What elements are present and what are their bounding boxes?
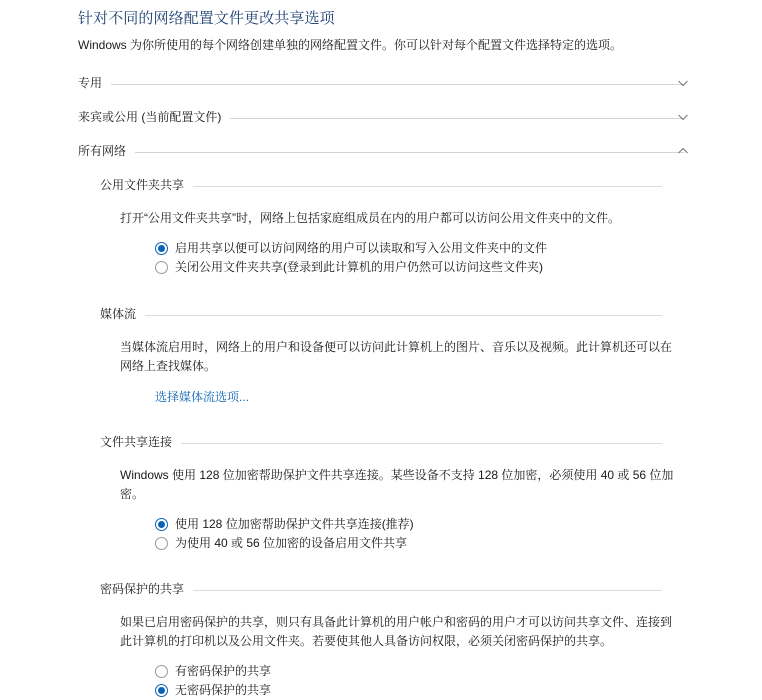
subsection-divider xyxy=(193,590,662,591)
radio-label: 使用 128 位加密帮助保护文件共享连接(推荐) xyxy=(175,517,414,531)
radio-password-protection-off[interactable] xyxy=(155,681,676,700)
section-header-private[interactable] xyxy=(0,66,762,100)
subsection-public-folder-sharing xyxy=(0,174,762,277)
subsection-body-public-folder-sharing xyxy=(0,196,762,277)
section-divider xyxy=(135,152,684,153)
radio-label: 无密码保护的共享 xyxy=(175,683,272,697)
public-folder-sharing-radio-group xyxy=(120,228,676,277)
subsection-header-public-folder-sharing xyxy=(0,174,762,196)
subsection-password-protected-sharing xyxy=(0,578,762,700)
radio-public-folder-sharing-on[interactable] xyxy=(155,239,676,258)
section-header-guest-or-public[interactable] xyxy=(0,100,762,134)
file-sharing-connections-description: Windows 使用 128 位加密帮助保护文件共享连接。某些设备不支持 128 位加密，必须使用 40 或 56 位加密。 xyxy=(120,468,674,501)
radio-button-unselected-icon xyxy=(155,537,168,550)
section-divider xyxy=(111,84,684,85)
radio-button-unselected-icon xyxy=(155,261,168,274)
radio-128-bit-encryption[interactable] xyxy=(155,515,676,534)
subsection-divider xyxy=(193,186,662,187)
radio-label: 有密码保护的共享 xyxy=(175,664,272,678)
chevron-down-icon[interactable] xyxy=(676,76,690,90)
subsection-header-file-sharing-connections xyxy=(0,431,762,453)
section-title-all-networks: 所有网络 xyxy=(78,144,127,158)
radio-button-selected-icon xyxy=(155,684,168,697)
password-protected-sharing-description: 如果已启用密码保护的共享，则只有具备此计算机的用户帐户和密码的用户才可以访问共享文件、连接到此计算机的打印机以及公用文件夹。若要使其他人具备访问权限，必须关闭密码保护的共享。 xyxy=(120,615,673,648)
radio-label: 为使用 40 或 56 位加密的设备启用文件共享 xyxy=(175,536,408,550)
radio-label: 启用共享以便可以访问网络的用户可以读取和写入公用文件夹中的文件 xyxy=(175,241,548,255)
section-header-all-networks[interactable] xyxy=(0,134,762,168)
file-sharing-connections-radio-group xyxy=(120,504,676,553)
subsection-media-streaming xyxy=(0,303,762,406)
media-streaming-description: 当媒体流启用时，网络上的用户和设备便可以访问此计算机上的图片、音乐以及视频。此计算机还可以在网络上查找媒体。 xyxy=(120,340,673,373)
radio-button-selected-icon xyxy=(155,242,168,255)
subsection-body-file-sharing-connections xyxy=(0,453,762,553)
section-divider xyxy=(230,118,684,119)
subsection-title-media-streaming: 媒体流 xyxy=(100,307,137,321)
public-folder-sharing-description: 打开“公用文件夹共享”时，网络上包括家庭组成员在内的用户都可以访问公用文件夹中的文件。 xyxy=(120,211,620,225)
radio-button-selected-icon xyxy=(155,518,168,531)
subsection-title-password-protected-sharing: 密码保护的共享 xyxy=(100,582,185,596)
section-all-networks xyxy=(0,134,762,700)
subsection-header-media-streaming xyxy=(0,303,762,325)
all-networks-subsections xyxy=(0,168,762,700)
radio-40-or-56-bit-encryption[interactable] xyxy=(155,534,676,553)
subsection-divider xyxy=(181,443,662,444)
page-subtitle: Windows 为你所使用的每个网络创建单独的网络配置文件。你可以针对每个配置文件选择特定的选项。 xyxy=(78,38,623,52)
section-private xyxy=(0,66,762,100)
subsection-divider xyxy=(145,315,662,316)
radio-password-protection-on[interactable] xyxy=(155,662,676,681)
section-title-guest-or-public: 来宾或公用 (当前配置文件) xyxy=(78,110,222,124)
radio-button-unselected-icon xyxy=(155,665,168,678)
chevron-up-icon[interactable] xyxy=(676,144,690,158)
section-title-private: 专用 xyxy=(78,76,103,90)
password-protected-sharing-radio-group xyxy=(120,651,676,700)
subsection-title-file-sharing-connections: 文件共享连接 xyxy=(100,435,173,449)
choose-media-streaming-options-link[interactable]: 选择媒体流选项... xyxy=(155,390,250,404)
chevron-down-icon[interactable] xyxy=(676,110,690,124)
radio-public-folder-sharing-off[interactable] xyxy=(155,258,676,277)
subsection-file-sharing-connections xyxy=(0,431,762,553)
media-streaming-link-row xyxy=(120,376,676,406)
radio-label: 关闭公用文件夹共享(登录到此计算机的用户仍然可以访问这些文件夹) xyxy=(175,260,543,274)
section-guest-or-public xyxy=(0,100,762,134)
subsection-body-password-protected-sharing xyxy=(0,600,762,700)
subsection-body-media-streaming xyxy=(0,325,762,406)
page-title: 针对不同的网络配置文件更改共享选项 xyxy=(78,10,335,27)
subsection-header-password-protected-sharing xyxy=(0,578,762,600)
subsection-title-public-folder-sharing: 公用文件夹共享 xyxy=(100,178,185,192)
